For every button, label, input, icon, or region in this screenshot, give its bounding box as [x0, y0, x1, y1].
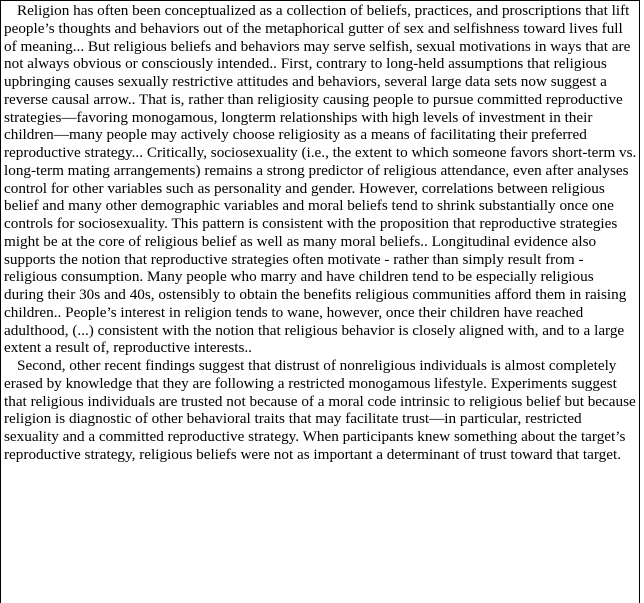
paragraph-distrust-nonreligious: Second, other recent findings suggest that distrust of nonreligious individuals is almost completely erased by knowledge that they are following a restricted monogamous lifestyle. Experiments suggest that religious individuals are trusted not because of a moral code intrinsic to religious belief but because religion is diagnostic of other behavioral traits that may facilitate trust—in particular, restricted sexuality and a committed reproductive strategy. When participants knew something about the target’s reproductive strategy, religious beliefs were not as important a determinant of trust toward that target. — [4, 357, 636, 463]
paragraph-religion-reproductive-strategies: Religion has often been conceptualized as a collection of beliefs, practices, and proscriptions that lift people’s thoughts and behaviors out of the metaphorical gutter of sex and selfishness toward lives full of meaning... But religious beliefs and behaviors may serve selfish, sexual motivations in ways that are not always obvious or consciously intended.. First, contrary to long-held assumptions that religious upbringing causes sexually restrictive attitudes and behaviors, several large data sets now suggest a reverse causal arrow.. That is, rather than religiosity causing people to pursue committed reproductive strategies—favoring monogamous, longterm relationships with high levels of investment in their children—many people may actively choose religiosity as a means of facilitating their preferred reproductive strategy... Critically, sociosexuality (i.e., the extent to which someone favors short-term vs. long-term mating arrangements) remains a strong predictor of religious attendance, even after analyses control for other variables such as personality and gender. However, correlations between religious belief and many other demographic variables and moral beliefs tend to shrink substantially once one controls for sociosexuality. This pattern is consistent with the proposition that reproductive strategies might be at the core of religious belief as well as many moral beliefs.. Longitudinal evidence also supports the notion that reproductive strategies often motivate - rather than simply result from - religious consumption. Many people who marry and have children tend to be especially religious during their 30s and 40s, ostensibly to obtain the benefits religious communities afford them in raising children.. People’s interest in religion tends to wane, however, once their children have reached adulthood, (...) consistent with the notion that religious behavior is closely aligned with, and to a large extent a result of, reproductive interests.. — [4, 2, 637, 357]
